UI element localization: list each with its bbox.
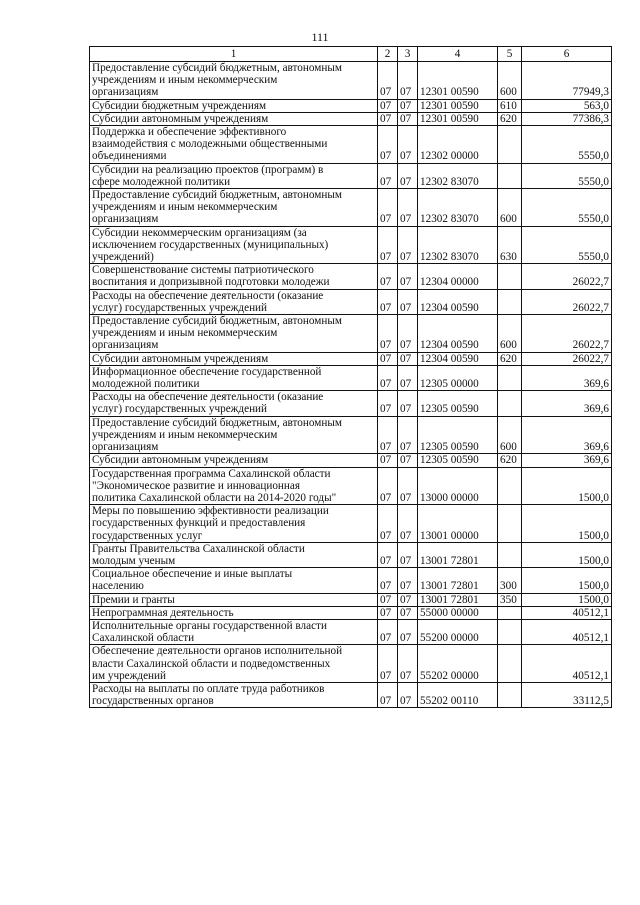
row-target-article-cell: 13000 00000 [418,467,498,505]
table-row [90,189,612,227]
header-col-6: 6 [522,47,612,62]
row-name-cell: Расходы на обеспечение деятельности (оказание услуг) государственных учреждений [90,391,378,416]
table-row [90,126,612,164]
row-name-cell: Расходы на выплаты по оплате труда работников государственных органов [90,682,378,707]
row-amount-cell: 77386,3 [522,112,612,125]
row-expense-type-cell: 600 [498,416,522,454]
row-target-article-cell: 13001 72801 [418,542,498,567]
row-target-article-cell: 12305 00000 [418,365,498,390]
row-name-cell: Предоставление субсидий бюджетным, автономным учреждениям и иным некоммерческим организациям [90,315,378,353]
row-amount-cell: 1500,0 [522,467,612,505]
row-expense-type-cell [498,505,522,543]
row-section-cell: 07 [378,99,398,112]
row-subsection-cell: 07 [398,365,418,390]
row-amount-cell: 26022,7 [522,352,612,365]
row-name-cell: Социальное обеспечение и иные выплаты населению [90,568,378,593]
row-subsection-cell: 07 [398,126,418,164]
row-section-cell: 07 [378,454,398,467]
table-row [90,619,612,644]
row-expense-type-cell [498,264,522,289]
row-expense-type-cell [498,645,522,683]
row-subsection-cell: 07 [398,163,418,188]
row-name-cell: Предоставление субсидий бюджетным, автономным учреждениям и иным некоммерческим организациям [90,189,378,227]
table-row [90,62,612,100]
row-amount-cell: 26022,7 [522,289,612,314]
row-name-cell: Субсидии автономным учреждениям [90,112,378,125]
row-amount-cell: 5550,0 [522,126,612,164]
row-name-cell: Предоставление субсидий бюджетным, автономным учреждениям и иным некоммерческим организациям [90,62,378,100]
row-subsection-cell: 07 [398,682,418,707]
row-amount-cell: 369,6 [522,454,612,467]
row-subsection-cell: 07 [398,264,418,289]
row-target-article-cell: 55200 00000 [418,619,498,644]
table-row [90,568,612,593]
row-subsection-cell: 07 [398,542,418,567]
row-expense-type-cell [498,126,522,164]
row-name-cell: Предоставление субсидий бюджетным, автономным учреждениям и иным некоммерческим организациям [90,416,378,454]
table-row [90,315,612,353]
row-subsection-cell: 07 [398,289,418,314]
row-section-cell: 07 [378,189,398,227]
row-amount-cell: 40512,1 [522,619,612,644]
row-subsection-cell: 07 [398,391,418,416]
row-expense-type-cell: 300 [498,568,522,593]
row-expense-type-cell [498,467,522,505]
row-amount-cell: 26022,7 [522,264,612,289]
row-section-cell: 07 [378,289,398,314]
row-target-article-cell: 12301 00590 [418,112,498,125]
table-row [90,352,612,365]
row-expense-type-cell: 620 [498,454,522,467]
row-name-cell: Гранты Правительства Сахалинской области молодым ученым [90,542,378,567]
row-name-cell: Расходы на обеспечение деятельности (оказание услуг) государственных учреждений [90,289,378,314]
table-row [90,264,612,289]
row-target-article-cell: 12301 00590 [418,62,498,100]
row-name-cell: Субсидии на реализацию проектов (программ) в сфере молодежной политики [90,163,378,188]
row-amount-cell: 26022,7 [522,315,612,353]
row-section-cell: 07 [378,606,398,619]
row-target-article-cell: 12301 00590 [418,99,498,112]
budget-table [89,46,612,708]
page-number: 111 [311,30,329,44]
row-section-cell: 07 [378,62,398,100]
table-row [90,416,612,454]
header-col-2: 2 [378,47,398,62]
row-name-cell: Информационное обеспечение государственной молодежной политики [90,365,378,390]
row-amount-cell: 5550,0 [522,189,612,227]
row-amount-cell: 33112,5 [522,682,612,707]
table-row [90,289,612,314]
row-target-article-cell: 13001 72801 [418,568,498,593]
row-expense-type-cell: 620 [498,112,522,125]
row-name-cell: Премии и гранты [90,593,378,606]
row-subsection-cell: 07 [398,619,418,644]
row-target-article-cell: 12304 00590 [418,352,498,365]
row-amount-cell: 1500,0 [522,568,612,593]
row-section-cell: 07 [378,542,398,567]
table-row [90,645,612,683]
row-section-cell: 07 [378,226,398,264]
row-target-article-cell: 12302 83070 [418,163,498,188]
row-target-article-cell: 12304 00590 [418,289,498,314]
row-section-cell: 07 [378,568,398,593]
row-section-cell: 07 [378,467,398,505]
row-expense-type-cell: 600 [498,62,522,100]
row-target-article-cell: 13001 72801 [418,593,498,606]
row-expense-type-cell: 600 [498,315,522,353]
row-expense-type-cell [498,542,522,567]
row-target-article-cell: 55000 00000 [418,606,498,619]
row-expense-type-cell: 600 [498,189,522,227]
row-target-article-cell: 13001 00000 [418,505,498,543]
row-expense-type-cell [498,606,522,619]
row-expense-type-cell [498,289,522,314]
row-name-cell: Поддержка и обеспечение эффективного взаимодействия с молодежными общественными объединениями [90,126,378,164]
row-expense-type-cell: 630 [498,226,522,264]
row-name-cell: Непрограммная деятельность [90,606,378,619]
row-subsection-cell: 07 [398,568,418,593]
header-col-1: 1 [90,47,378,62]
row-amount-cell: 77949,3 [522,62,612,100]
table-row [90,505,612,543]
row-subsection-cell: 07 [398,99,418,112]
table-row [90,467,612,505]
row-target-article-cell: 55202 00000 [418,645,498,683]
row-target-article-cell: 12302 83070 [418,189,498,227]
table-row [90,99,612,112]
row-target-article-cell: 12305 00590 [418,454,498,467]
header-col-5: 5 [498,47,522,62]
row-expense-type-cell [498,391,522,416]
row-section-cell: 07 [378,112,398,125]
row-subsection-cell: 07 [398,606,418,619]
row-expense-type-cell: 350 [498,593,522,606]
row-section-cell: 07 [378,315,398,353]
row-subsection-cell: 07 [398,226,418,264]
row-target-article-cell: 12305 00590 [418,391,498,416]
table-row [90,454,612,467]
row-subsection-cell: 07 [398,62,418,100]
row-expense-type-cell [498,365,522,390]
table-row [90,682,612,707]
row-target-article-cell: 55202 00110 [418,682,498,707]
row-amount-cell: 40512,1 [522,606,612,619]
row-section-cell: 07 [378,126,398,164]
row-subsection-cell: 07 [398,189,418,227]
row-section-cell: 07 [378,352,398,365]
row-target-article-cell: 12302 00000 [418,126,498,164]
table-row [90,365,612,390]
row-expense-type-cell [498,682,522,707]
row-amount-cell: 1500,0 [522,593,612,606]
row-subsection-cell: 07 [398,467,418,505]
row-name-cell: Обеспечение деятельности органов исполнительной власти Сахалинской области и подведомственных им учреждений [90,645,378,683]
row-amount-cell: 5550,0 [522,226,612,264]
row-section-cell: 07 [378,416,398,454]
row-subsection-cell: 07 [398,645,418,683]
row-name-cell: Государственная программа Сахалинской области "Экономическое развитие и инновационная политика Сахалинской области на 2014-2020 годы" [90,467,378,505]
table-row [90,542,612,567]
row-section-cell: 07 [378,391,398,416]
row-name-cell: Субсидии автономным учреждениям [90,454,378,467]
row-section-cell: 07 [378,645,398,683]
row-section-cell: 07 [378,682,398,707]
row-amount-cell: 369,6 [522,391,612,416]
row-amount-cell: 1500,0 [522,542,612,567]
row-target-article-cell: 12304 00590 [418,315,498,353]
table-row [90,112,612,125]
table-row [90,226,612,264]
row-amount-cell: 1500,0 [522,505,612,543]
row-name-cell: Исполнительные органы государственной власти Сахалинской области [90,619,378,644]
table-row [90,593,612,606]
row-amount-cell: 369,6 [522,416,612,454]
row-expense-type-cell [498,163,522,188]
row-target-article-cell: 12302 83070 [418,226,498,264]
row-name-cell: Субсидии бюджетным учреждениям [90,99,378,112]
row-expense-type-cell: 620 [498,352,522,365]
header-col-4: 4 [418,47,498,62]
row-subsection-cell: 07 [398,593,418,606]
row-section-cell: 07 [378,365,398,390]
table-row [90,391,612,416]
table-row [90,606,612,619]
row-subsection-cell: 07 [398,416,418,454]
table-row [90,163,612,188]
row-section-cell: 07 [378,163,398,188]
row-section-cell: 07 [378,505,398,543]
row-subsection-cell: 07 [398,112,418,125]
row-amount-cell: 369,6 [522,365,612,390]
row-amount-cell: 563,0 [522,99,612,112]
row-subsection-cell: 07 [398,454,418,467]
row-section-cell: 07 [378,264,398,289]
row-amount-cell: 40512,1 [522,645,612,683]
row-expense-type-cell [498,619,522,644]
row-target-article-cell: 12305 00590 [418,416,498,454]
row-name-cell: Субсидии автономным учреждениям [90,352,378,365]
row-amount-cell: 5550,0 [522,163,612,188]
row-section-cell: 07 [378,619,398,644]
row-section-cell: 07 [378,593,398,606]
row-name-cell: Меры по повышению эффективности реализации государственных функций и предоставления государственных услуг [90,505,378,543]
header-col-3: 3 [398,47,418,62]
header-row [90,47,612,62]
table-body [90,62,612,708]
row-subsection-cell: 07 [398,505,418,543]
row-name-cell: Совершенствование системы патриотического воспитания и допризывной подготовки молодежи [90,264,378,289]
row-expense-type-cell: 610 [498,99,522,112]
row-subsection-cell: 07 [398,315,418,353]
row-subsection-cell: 07 [398,352,418,365]
row-target-article-cell: 12304 00000 [418,264,498,289]
row-name-cell: Субсидии некоммерческим организациям (за исключением государственных (муниципальных) учреждений) [90,226,378,264]
